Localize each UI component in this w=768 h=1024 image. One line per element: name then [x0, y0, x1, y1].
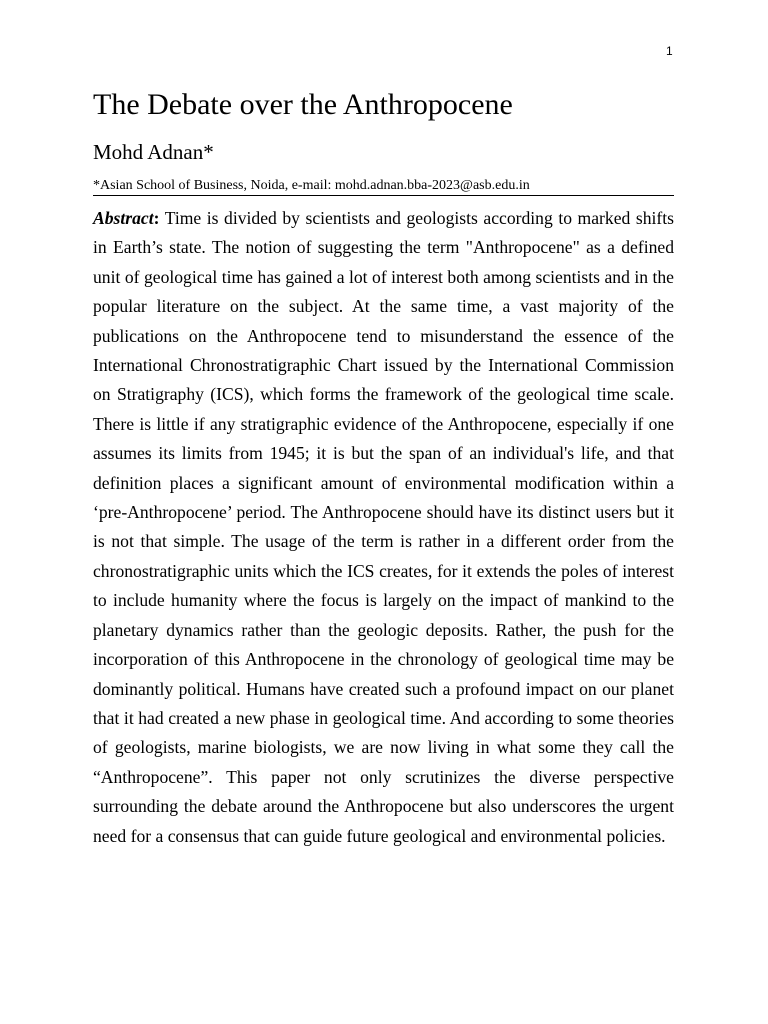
- paper-title: The Debate over the Anthropocene: [93, 88, 513, 121]
- abstract-paragraph: [93, 204, 674, 851]
- abstract-label-separator: :: [153, 208, 160, 228]
- abstract-text: Time is divided by scientists and geologists according to marked shifts in Earth’s state. The notion of suggesting the term "Anthropocene" as a defined unit of geological time has gained a lot of interest both among scientists and in the popular literature on the subject. At the same time, a vast majority of the publications on the Anthropocene tend to misunderstand the essence of the International Chronostratigraphic Chart issued by the International Commission on Stratigraphy (ICS), which forms the framework of the geological time scale. There is little if any stratigraphic evidence of the Anthropocene, especially if one assumes its limits from 1945; it is but the span of an individual's life, and that definition places a significant amount of environmental modification within a ‘pre-Anthropocene’ period. The Anthropocene should have its distinct users but it is not that simple. The usage of the term is rather in a different order from the chronostratigraphic units which the ICS creates, for it extends the poles of interest to include humanity where the focus is largely on the impact of mankind to the planetary dynamics rather than the geologic deposits. Rather, the push for the incorporation of this Anthropocene in the chronology of geological time may be dominantly political. Humans have created such a profound impact on our planet that it had created a new phase in geological time. And according to some theories of geologists, marine biologists, we are now living in what some they call the “Anthropocene”. This paper not only scrutinizes the diverse perspective surrounding the debate around the Anthropocene but also underscores the urgent need for a consensus that can guide future geological and environmental policies.: [93, 208, 674, 846]
- abstract-label-text: Abstract: [93, 208, 154, 228]
- page-number: 1: [666, 44, 673, 58]
- author-name: Mohd Adnan*: [93, 140, 214, 164]
- abstract-label: [93, 208, 159, 228]
- author-affiliation: *Asian School of Business, Noida, e-mail: mohd.adnan.bba-2023@asb.edu.in: [93, 177, 674, 196]
